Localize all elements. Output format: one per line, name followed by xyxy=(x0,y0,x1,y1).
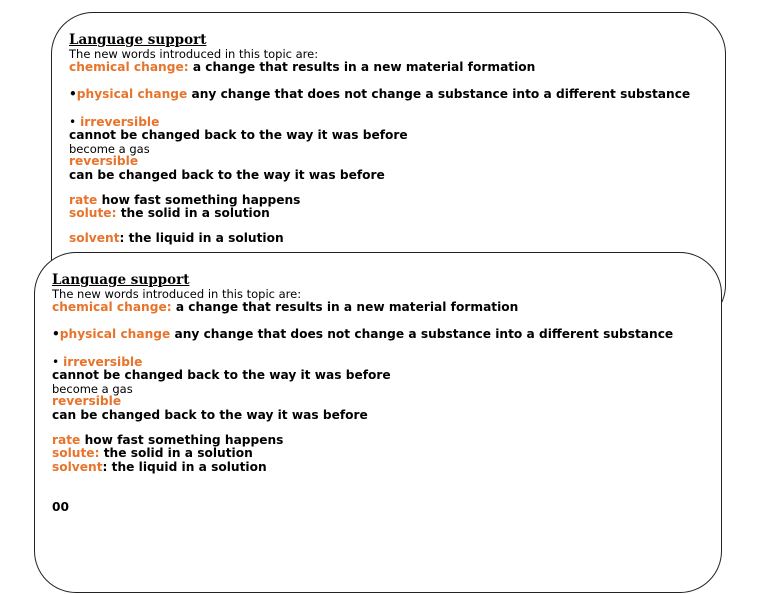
footer-code: 00 xyxy=(52,500,69,515)
solvent-definition: : the liquid in a solution xyxy=(119,230,284,245)
solvent-entry xyxy=(69,232,715,246)
bullet: • xyxy=(52,354,64,369)
card-content xyxy=(69,33,715,245)
bullet: • xyxy=(69,87,77,102)
language-support-card-front xyxy=(34,252,722,593)
physical-change-term: physical change xyxy=(59,327,171,342)
card-title: Language support xyxy=(52,272,190,288)
physical-change-entry xyxy=(52,328,711,342)
reversible-term: reversible xyxy=(69,154,139,169)
chemical-change-definition: a change that results in a new material formation xyxy=(188,59,536,74)
rate-entry xyxy=(69,194,715,208)
solvent-definition: : the liquid in a solution xyxy=(102,459,267,474)
bullet: • xyxy=(52,327,60,342)
solute-entry xyxy=(69,207,715,221)
irreversible-term: irreversible xyxy=(80,114,160,129)
physical-change-term: physical change xyxy=(76,87,188,102)
card-content xyxy=(52,273,711,515)
gas-text: become a gas xyxy=(69,141,150,156)
solvent-term: solvent xyxy=(69,230,120,245)
chemical-change-entry xyxy=(52,301,711,315)
gas-text: become a gas xyxy=(52,381,133,396)
physical-change-entry xyxy=(69,88,715,102)
irreversible-term: irreversible xyxy=(63,354,143,369)
irreversible-entry xyxy=(52,356,711,370)
rate-term: rate xyxy=(52,432,81,447)
reversible-definition: can be changed back to the way it was before xyxy=(52,407,368,422)
irreversible-entry xyxy=(69,116,715,130)
chemical-change-definition: a change that results in a new material formation xyxy=(171,299,519,314)
chemical-change-entry xyxy=(69,61,715,75)
rate-definition: how fast something happens xyxy=(97,192,301,207)
intro-text: The new words introduced in this topic are: xyxy=(52,287,302,301)
irreversible-definition: cannot be changed back to the way it was before xyxy=(52,368,391,383)
reversible-definition: can be changed back to the way it was before xyxy=(69,167,385,182)
solvent-entry xyxy=(52,461,711,475)
bullet: • xyxy=(69,114,81,129)
reversible-term: reversible xyxy=(52,394,122,409)
irreversible-definition: cannot be changed back to the way it was before xyxy=(69,128,408,143)
solute-definition: the solid in a solution xyxy=(116,206,270,221)
chemical-change-term: chemical change: xyxy=(52,299,172,314)
solute-entry xyxy=(52,447,711,461)
rate-definition: how fast something happens xyxy=(80,432,284,447)
intro-text: The new words introduced in this topic are: xyxy=(69,47,319,61)
chemical-change-term: chemical change: xyxy=(69,59,189,74)
solute-term: solute: xyxy=(52,446,100,461)
physical-change-definition: any change that does not change a substance into a different substance xyxy=(187,87,691,102)
solvent-term: solvent xyxy=(52,459,103,474)
solute-definition: the solid in a solution xyxy=(99,446,253,461)
rate-term: rate xyxy=(69,192,98,207)
physical-change-definition: any change that does not change a substance into a different substance xyxy=(170,327,674,342)
card-title: Language support xyxy=(69,32,207,48)
solute-term: solute: xyxy=(69,206,117,221)
rate-entry xyxy=(52,434,711,448)
